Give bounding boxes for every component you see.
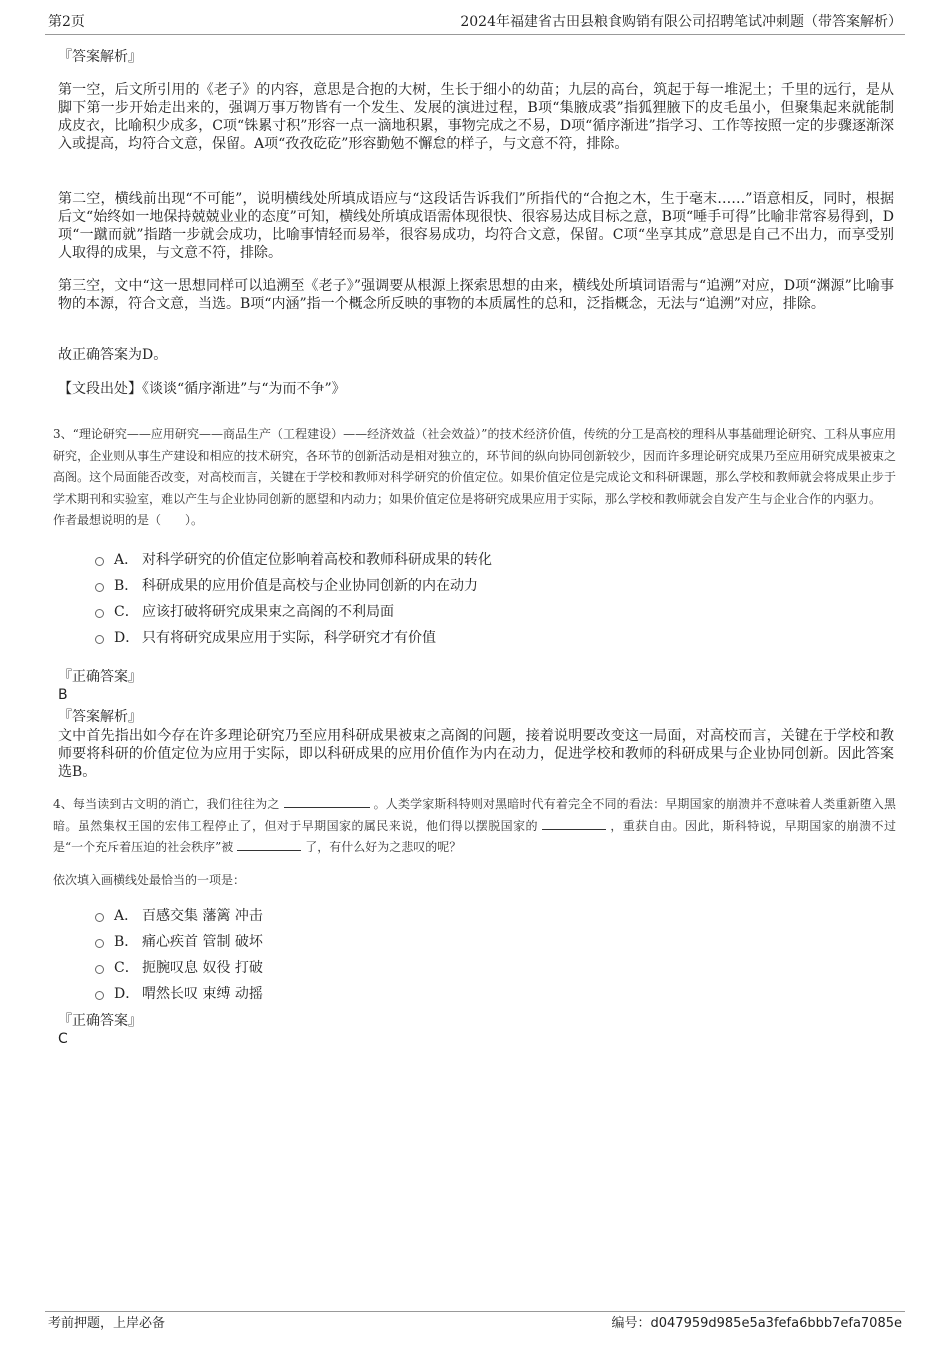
radio-icon[interactable]	[95, 939, 104, 948]
option-b[interactable]: B． 痛心疾首 管制 破坏	[95, 928, 263, 954]
analysis-conclusion: 故正确答案为D。	[58, 347, 168, 363]
radio-icon[interactable]	[95, 609, 104, 618]
passage-source: 【文段出处】《谈谈“循序渐进”与“为而不争”》	[58, 381, 346, 397]
question-3-prompt: 作者最想说明的是（ ）。	[53, 513, 204, 527]
page-number: 第2页	[48, 14, 85, 30]
fill-blank-2	[542, 817, 606, 830]
question-3-options	[95, 546, 492, 650]
analysis-paragraph-1: 第一空，后文所引用的《老子》的内容，意思是合抱的大树，生长于细小的幼苗；九层的高台，筑起于每一堆泥土；千里的远行，是从脚下第一步开始走出来的，强调万事万物皆有一个发生、发展的演进过程，B项“集腋成裘”指狐狸腋下的皮毛虽小，但聚集起来就能制成皮衣，比喻积少成多，C项“铢累寸积”形容一点一滴地积累，事物完成之不易，D项“循序渐进”指学习、工作等按照一定的步骤逐渐深入或提高，均符合文意，保留。A项“孜孜矻矻”形容勤勉不懈怠的样子，与文意不符，排除。	[58, 82, 894, 152]
option-d[interactable]: D． 喟然长叹 束缚 动摇	[95, 980, 263, 1006]
correct-answer: B	[58, 687, 68, 703]
question-4-prompt: 依次填入画横线处最恰当的一项是：	[53, 873, 246, 887]
fill-blank-1	[284, 795, 370, 808]
analysis-label: 『答案解析』	[58, 709, 142, 725]
fill-blank-3	[237, 838, 301, 851]
document-title: 2024年福建省古田县粮食购销有限公司招聘笔试冲刺题（带答案解析）	[460, 14, 902, 30]
radio-icon[interactable]	[95, 557, 104, 566]
question-3-analysis: 文中首先指出如今存在许多理论研究乃至应用科研成果被束之高阁的问题，接着说明要改变这一局面，对高校而言，关键在于学校和教师要将科研的价值定位为应用于实际，即以科研成果的应用价值作为内在动力，促进学校和教师的科研成果与企业协同创新。因此答案选B。	[58, 728, 894, 780]
correct-answer: C	[58, 1031, 68, 1047]
analysis-paragraph-3: 第三空，文中“这一思想同样可以追溯至《老子》”强调要从根源上探索思想的由来，横线处所填词语需与“追溯”对应，D项“渊源”比喻事物的本源，符合文意，当选。B项“内涵”指一个概念所反映的事物的本质属性的总和，泛指概念，无法与“追溯”对应，排除。	[58, 278, 894, 312]
radio-icon[interactable]	[95, 635, 104, 644]
page-header	[45, 12, 905, 35]
correct-answer-label: 『正确答案』	[58, 1013, 142, 1029]
option-a[interactable]: A． 百感交集 藩篱 冲击	[95, 902, 263, 928]
question-3-text: 3、“理论研究——应用研究——商品生产（工程建设）——经济效益（社会效益）”的技术经济价值，传统的分工是高校的理科从事基础理论研究、工科从事应用研究，企业则从事生产建设和相应的技术研究，各环节的创新活动是相对独立的，环节间的纵向协同创新较少，因而许多理论研究成果乃至应用研究成果被束之高阁。这个局面能否改变，对高校而言，关键在于学校和教师对科学研究的价值定位。如果价值定位是完成论文和科研课题，那么学校和教师就会将成果止步于学术期刊和实验室，难以产生与企业协同创新的愿望和内动力；如果价值定位是将研究成果应用于实际，那么学校和教师就会自发产生与企业合作的内驱力。 作者最想说明的是（ ）。	[53, 427, 896, 527]
radio-icon[interactable]	[95, 583, 104, 592]
radio-icon[interactable]	[95, 913, 104, 922]
option-a[interactable]: A． 对科学研究的价值定位影响着高校和教师科研成果的转化	[95, 546, 492, 572]
option-d[interactable]: D． 只有将研究成果应用于实际，科学研究才有价值	[95, 624, 492, 650]
option-c[interactable]: C． 应该打破将研究成果束之高阁的不利局面	[95, 598, 492, 624]
option-c[interactable]: C． 扼腕叹息 奴役 打破	[95, 954, 263, 980]
radio-icon[interactable]	[95, 991, 104, 1000]
document-id: 编号：d047959d985e5a3fefa6bbb7efa7085e	[611, 1316, 902, 1331]
analysis-paragraph-2: 第二空，横线前出现“不可能”，说明横线处所填成语应与“这段话告诉我们”所指代的“合抱之木，生于毫末……”语意相反，同时，根据后文“始终如一地保持兢兢业业的态度”可知，横线处所填成语需体现很快、很容易达成目标之意，B项“唾手可得”比喻非常容易得到，D项“一蹴而就”指踏一步就会成功，比喻事情轻而易举，很容易成功，均符合文意，保留。C项“坐享其成”意思是自己不出力，而享受别人取得的成果，与文意不符，排除。	[58, 191, 894, 261]
question-4-options	[95, 902, 263, 1006]
correct-answer-label: 『正确答案』	[58, 669, 142, 685]
option-b[interactable]: B． 科研成果的应用价值是高校与企业协同创新的内在动力	[95, 572, 492, 598]
page-footer	[45, 1311, 905, 1336]
footer-slogan: 考前押题，上岸必备	[48, 1316, 166, 1331]
question-4-text: 4、每当读到古文明的消亡，我们往往为之 。人类学家斯科特则对黑暗时代有着完全不同的看法：早期国家的崩溃并不意味着人类重新堕入黑暗。虽然集权王国的宏伟工程停止了，但对于早期国家的属民来说，他们得以摆脱国家的 ，重获自由。因此，斯科特说，早期国家的崩溃不过是“一个充斥着压迫的社会秩序”被 了，有什么好为之悲叹的呢？	[53, 797, 896, 854]
analysis-label: 『答案解析』	[58, 49, 142, 65]
radio-icon[interactable]	[95, 965, 104, 974]
